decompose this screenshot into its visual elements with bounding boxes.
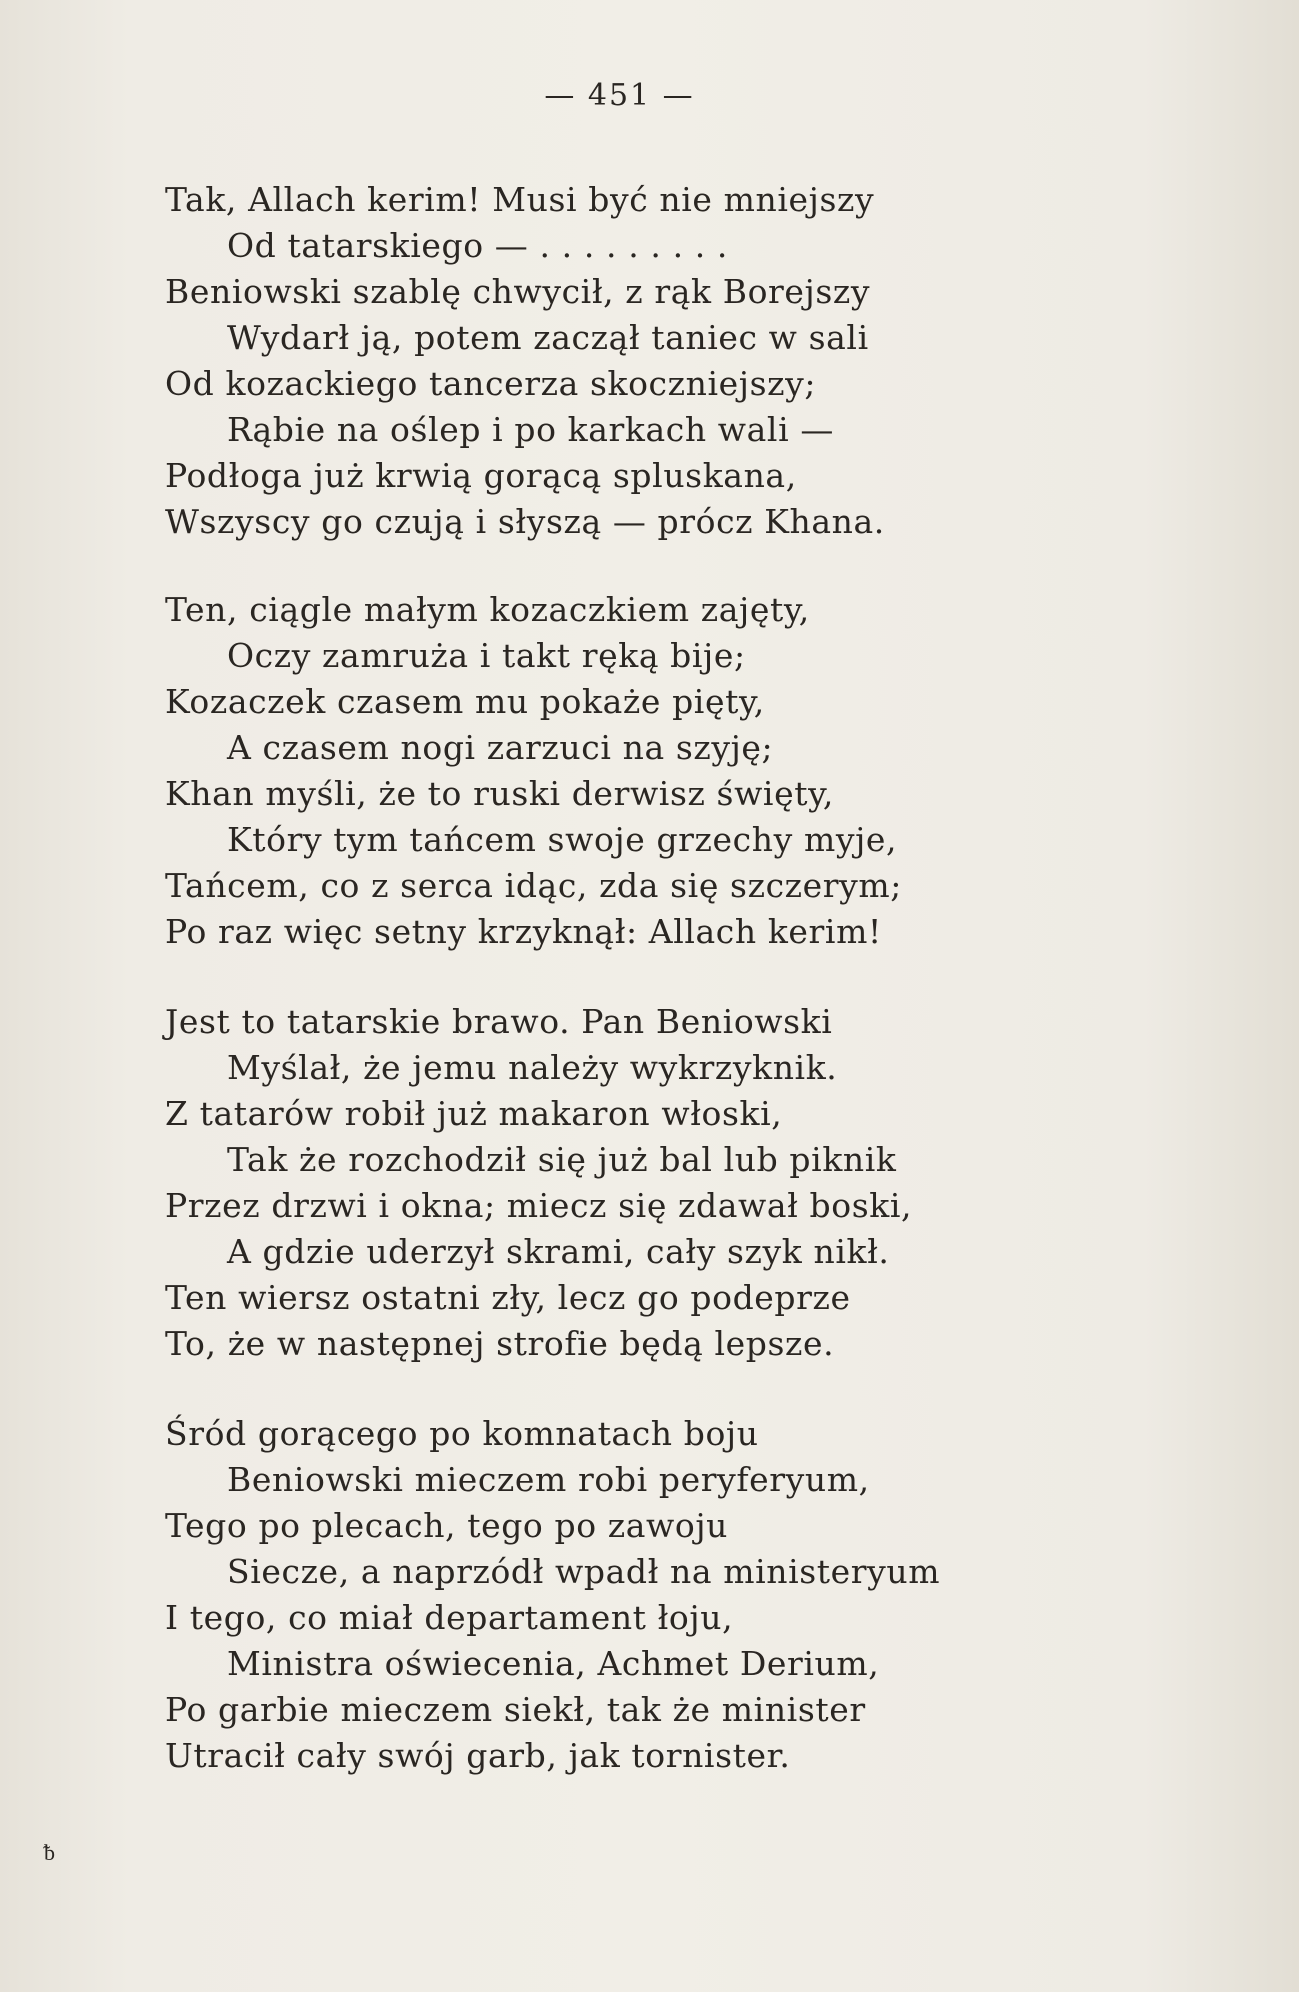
verse-line: Tańcem, co z serca idąc, zda się szczerym; — [165, 866, 903, 905]
verse-line: Po raz więc setny krzyknął: Allach kerim! — [165, 912, 882, 951]
verse-line: I tego, co miał departament łoju, — [165, 1598, 734, 1637]
verse-line: A czasem nogi zarzuci na szyję; — [227, 728, 774, 767]
verse-line: Utracił cały swój garb, jak tornister. — [165, 1736, 791, 1775]
verse-line: Od tatarskiego — . . . . . . . . . — [227, 226, 729, 265]
margin-mark: ᵬ — [44, 1841, 55, 1866]
verse-line: Który tym tańcem swoje grzechy myje, — [227, 820, 898, 859]
verse-line: Śród gorącego po komnatach boju — [165, 1414, 759, 1453]
verse-line: To, że w następnej strofie będą lepsze. — [165, 1324, 835, 1363]
verse-line: Tak że rozchodził się już bal lub piknik — [227, 1140, 897, 1179]
verse-line: Khan myśli, że to ruski derwisz święty, — [165, 774, 835, 813]
verse-line: Jest to tatarskie brawo. Pan Beniowski — [165, 1002, 833, 1041]
verse-line: Tak, Allach kerim! Musi być nie mniejszy — [165, 180, 875, 219]
verse-line: Wszyscy go czują i słyszą — prócz Khana. — [165, 502, 885, 541]
verse-line: Beniowski szablę chwycił, z rąk Borejszy — [165, 272, 871, 311]
verse-line: Po garbie mieczem siekł, tak że minister — [165, 1690, 866, 1729]
verse-line: Myślał, że jemu należy wykrzyknik. — [227, 1048, 838, 1087]
verse-line: Kozaczek czasem mu pokaże pięty, — [165, 682, 765, 721]
verse-line: A gdzie uderzył skrami, cały szyk nikł. — [227, 1232, 890, 1271]
verse-line: Ministra oświecenia, Achmet Derium, — [227, 1644, 880, 1683]
verse-line: Przez drzwi i okna; miecz się zdawał boski, — [165, 1186, 913, 1225]
verse-line: Z tatarów robił już makaron włoski, — [165, 1094, 783, 1133]
page-number: — 451 — — [544, 78, 695, 113]
verse-line: Beniowski mieczem robi peryferyum, — [227, 1460, 870, 1499]
verse-line: Wydarł ją, potem zaczął taniec w sali — [227, 318, 869, 357]
verse-line: Oczy zamruża i takt ręką bije; — [227, 636, 746, 675]
verse-line: Rąbie na oślep i po karkach wali — — [227, 410, 834, 449]
verse-line: Tego po plecach, tego po zawoju — [165, 1506, 729, 1545]
verse-line: Podłoga już krwią gorącą spluskana, — [165, 456, 797, 495]
verse-line: Siecze, a naprzódł wpadł na ministeryum — [227, 1552, 941, 1591]
verse-line: Ten, ciągle małym kozaczkiem zajęty, — [165, 590, 810, 629]
verse-line: Od kozackiego tancerza skoczniejszy; — [165, 364, 817, 403]
verse-line: Ten wiersz ostatni zły, lecz go podeprze — [165, 1278, 851, 1317]
